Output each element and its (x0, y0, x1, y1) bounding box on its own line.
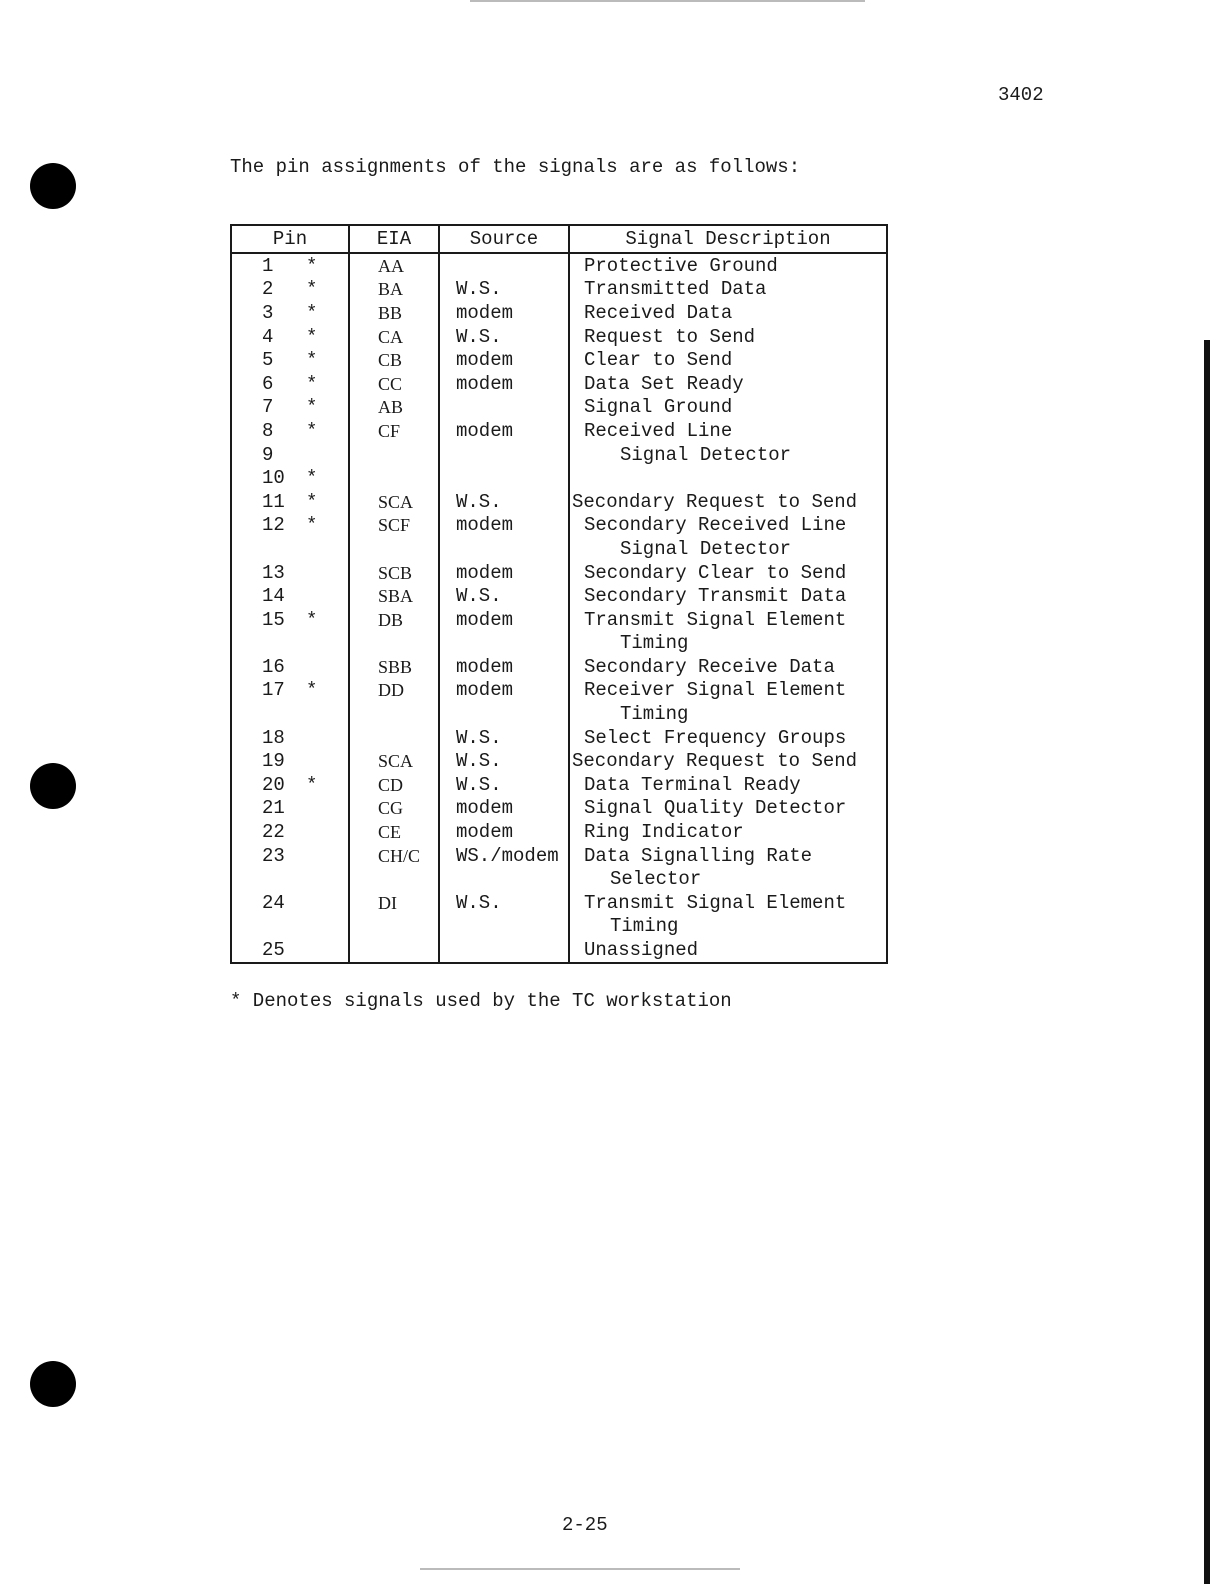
source-cell (439, 443, 569, 467)
table-row (231, 749, 887, 773)
table-row (231, 537, 887, 561)
pin-cell (231, 844, 349, 868)
eia-cell (349, 466, 439, 490)
pin-cell (231, 702, 349, 726)
source-cell (439, 915, 569, 939)
pin-cell (231, 773, 349, 797)
eia-cell: DD (349, 679, 439, 703)
eia-cell: CH/C (349, 844, 439, 868)
table-row (231, 253, 887, 278)
signal-description-cell: Transmitted Data (569, 278, 887, 302)
pin-cell (231, 325, 349, 349)
used-by-workstation-mark: * (306, 396, 318, 419)
pin-cell (231, 253, 349, 278)
eia-cell (349, 537, 439, 561)
pin-number: 3 (262, 301, 274, 324)
signal-description-cell: Secondary Transmit Data (569, 584, 887, 608)
pin-cell (231, 679, 349, 703)
signal-description-cell: Transmit Signal Element (569, 608, 887, 632)
signal-description-cell: Secondary Request to Send (569, 490, 887, 514)
source-cell: modem (439, 797, 569, 821)
signal-description-cell: Data Set Ready (569, 372, 887, 396)
pin-number: 7 (262, 396, 274, 419)
signal-description-cell: Received Line (569, 419, 887, 443)
binder-hole (30, 1361, 76, 1407)
signal-description-cell: Signal Quality Detector (569, 797, 887, 821)
binder-hole (30, 763, 76, 809)
table-header-row (231, 225, 887, 253)
signal-description-cell: Secondary Request to Send (569, 749, 887, 773)
pin-cell (231, 820, 349, 844)
source-cell: modem (439, 561, 569, 585)
source-cell: modem (439, 514, 569, 538)
pin-cell (231, 537, 349, 561)
signal-description-cell: Data Terminal Ready (569, 773, 887, 797)
table-row (231, 726, 887, 750)
signal-description-cell: Receiver Signal Element (569, 679, 887, 703)
pin-number: 5 (262, 349, 274, 372)
table-row (231, 702, 887, 726)
pin-cell (231, 797, 349, 821)
used-by-workstation-mark: * (306, 467, 318, 490)
used-by-workstation-mark: * (306, 254, 318, 277)
column-header-eia: EIA (349, 225, 439, 253)
pin-number: 21 (262, 797, 285, 820)
column-header-source: Source (439, 225, 569, 253)
eia-cell: AA (349, 253, 439, 278)
table-row (231, 773, 887, 797)
eia-cell: CA (349, 325, 439, 349)
intro-text: The pin assignments of the signals are as follows: (230, 156, 801, 178)
top-edge-rule (470, 0, 865, 2)
table-row (231, 632, 887, 656)
source-cell: W.S. (439, 891, 569, 915)
eia-cell (349, 726, 439, 750)
table-row (231, 867, 887, 891)
signal-description-cell: Data Signalling Rate (569, 844, 887, 868)
source-cell: modem (439, 655, 569, 679)
pin-cell (231, 867, 349, 891)
table-row (231, 655, 887, 679)
signal-description-cell: Received Data (569, 301, 887, 325)
pin-cell (231, 396, 349, 420)
table-row (231, 561, 887, 585)
source-cell: modem (439, 348, 569, 372)
eia-cell: CF (349, 419, 439, 443)
signal-description-cell: Unassigned (569, 938, 887, 963)
table-row (231, 820, 887, 844)
eia-cell: CE (349, 820, 439, 844)
eia-cell: CC (349, 372, 439, 396)
pin-number: 24 (262, 891, 285, 914)
pin-cell (231, 726, 349, 750)
pin-number: 23 (262, 844, 285, 867)
source-cell (439, 253, 569, 278)
table-body (231, 253, 887, 963)
pin-number: 13 (262, 561, 285, 584)
source-cell (439, 867, 569, 891)
table-row (231, 372, 887, 396)
pin-cell (231, 301, 349, 325)
table-row (231, 301, 887, 325)
pin-cell (231, 561, 349, 585)
pin-cell (231, 278, 349, 302)
table-row (231, 490, 887, 514)
used-by-workstation-mark: * (306, 278, 318, 301)
eia-cell: SCF (349, 514, 439, 538)
pin-cell (231, 514, 349, 538)
source-cell (439, 938, 569, 963)
pin-cell (231, 749, 349, 773)
source-cell: W.S. (439, 278, 569, 302)
table-row (231, 891, 887, 915)
pin-number: 6 (262, 372, 274, 395)
eia-cell: SCB (349, 561, 439, 585)
eia-cell (349, 867, 439, 891)
signal-description-cell (569, 466, 887, 490)
table-row (231, 325, 887, 349)
source-cell: WS./modem (439, 844, 569, 868)
eia-cell: DI (349, 891, 439, 915)
pin-number: 22 (262, 821, 285, 844)
pin-cell (231, 632, 349, 656)
eia-cell: DB (349, 608, 439, 632)
eia-cell: CG (349, 797, 439, 821)
signal-description-cell: Select Frequency Groups (569, 726, 887, 750)
pin-number: 19 (262, 750, 285, 773)
eia-cell: SCA (349, 749, 439, 773)
table-row (231, 608, 887, 632)
source-cell (439, 537, 569, 561)
eia-cell: BA (349, 278, 439, 302)
eia-cell (349, 443, 439, 467)
pin-number: 16 (262, 655, 285, 678)
source-cell: modem (439, 372, 569, 396)
signal-description-cell: Timing (569, 702, 887, 726)
eia-cell: SBA (349, 584, 439, 608)
pin-number: 25 (262, 939, 285, 962)
source-cell: W.S. (439, 726, 569, 750)
source-cell: modem (439, 301, 569, 325)
used-by-workstation-mark: * (306, 490, 318, 513)
pin-cell (231, 608, 349, 632)
pin-number: 20 (262, 773, 285, 796)
used-by-workstation-mark: * (306, 301, 318, 324)
eia-cell: AB (349, 396, 439, 420)
eia-cell (349, 938, 439, 963)
pin-cell (231, 891, 349, 915)
pin-cell (231, 443, 349, 467)
page-number-top: 3402 (998, 84, 1044, 106)
table-row (231, 443, 887, 467)
pin-cell (231, 466, 349, 490)
footnote: * Denotes signals used by the TC workstation (230, 990, 732, 1012)
source-cell: W.S. (439, 773, 569, 797)
signal-description-cell: Ring Indicator (569, 820, 887, 844)
table-row (231, 797, 887, 821)
eia-cell (349, 632, 439, 656)
pin-number: 17 (262, 679, 285, 702)
page-edge-shadow (1204, 340, 1210, 1584)
pin-number: 4 (262, 325, 274, 348)
eia-cell: BB (349, 301, 439, 325)
eia-cell: CD (349, 773, 439, 797)
signal-description-cell: Timing (569, 915, 887, 939)
eia-cell: CB (349, 348, 439, 372)
source-cell: W.S. (439, 584, 569, 608)
signal-description-cell: Transmit Signal Element (569, 891, 887, 915)
used-by-workstation-mark: * (306, 325, 318, 348)
source-cell (439, 702, 569, 726)
binder-hole (30, 163, 76, 209)
source-cell: W.S. (439, 490, 569, 514)
pin-number: 8 (262, 419, 274, 442)
pin-number: 12 (262, 514, 285, 537)
eia-cell: SCA (349, 490, 439, 514)
pin-cell (231, 419, 349, 443)
used-by-workstation-mark: * (306, 372, 318, 395)
pin-cell (231, 584, 349, 608)
pin-number: 1 (262, 254, 274, 277)
pin-cell (231, 348, 349, 372)
table-row (231, 584, 887, 608)
source-cell: modem (439, 820, 569, 844)
used-by-workstation-mark: * (306, 679, 318, 702)
eia-cell: SBB (349, 655, 439, 679)
used-by-workstation-mark: * (306, 608, 318, 631)
signal-description-cell: Secondary Receive Data (569, 655, 887, 679)
signal-description-cell: Signal Detector (569, 537, 887, 561)
table-row (231, 396, 887, 420)
used-by-workstation-mark: * (306, 349, 318, 372)
pin-number: 11 (262, 490, 285, 513)
source-cell (439, 466, 569, 490)
signal-description-cell: Signal Ground (569, 396, 887, 420)
page-number-bottom: 2-25 (562, 1514, 608, 1536)
table-row (231, 348, 887, 372)
signal-description-cell: Secondary Received Line (569, 514, 887, 538)
source-cell: modem (439, 679, 569, 703)
column-header-signal-description: Signal Description (569, 225, 887, 253)
used-by-workstation-mark: * (306, 419, 318, 442)
table-row (231, 466, 887, 490)
signal-description-cell: Protective Ground (569, 253, 887, 278)
source-cell: modem (439, 608, 569, 632)
source-cell (439, 396, 569, 420)
source-cell: modem (439, 419, 569, 443)
column-header-pin: Pin (231, 225, 349, 253)
table-row (231, 844, 887, 868)
pin-cell (231, 372, 349, 396)
source-cell: W.S. (439, 325, 569, 349)
pin-cell (231, 938, 349, 963)
eia-cell (349, 915, 439, 939)
signal-description-cell: Timing (569, 632, 887, 656)
signal-description-cell: Clear to Send (569, 348, 887, 372)
source-cell: W.S. (439, 749, 569, 773)
pin-assignment-table (230, 224, 886, 964)
pin-number: 14 (262, 585, 285, 608)
pin-number: 15 (262, 608, 285, 631)
table-row (231, 679, 887, 703)
source-cell (439, 632, 569, 656)
signal-description-cell: Signal Detector (569, 443, 887, 467)
signal-description-cell: Selector (569, 867, 887, 891)
signal-description-cell: Secondary Clear to Send (569, 561, 887, 585)
used-by-workstation-mark: * (306, 514, 318, 537)
pin-number: 10 (262, 467, 285, 490)
pin-number: 9 (262, 443, 274, 466)
eia-cell (349, 702, 439, 726)
table-row (231, 938, 887, 963)
pin-cell (231, 490, 349, 514)
pin-cell (231, 915, 349, 939)
pin-number: 18 (262, 726, 285, 749)
table-row (231, 514, 887, 538)
used-by-workstation-mark: * (306, 773, 318, 796)
table-row (231, 915, 887, 939)
signal-description-cell: Request to Send (569, 325, 887, 349)
pin-cell (231, 655, 349, 679)
table-row (231, 278, 887, 302)
table-row (231, 419, 887, 443)
pin-number: 2 (262, 278, 274, 301)
bottom-edge-rule (420, 1568, 740, 1570)
